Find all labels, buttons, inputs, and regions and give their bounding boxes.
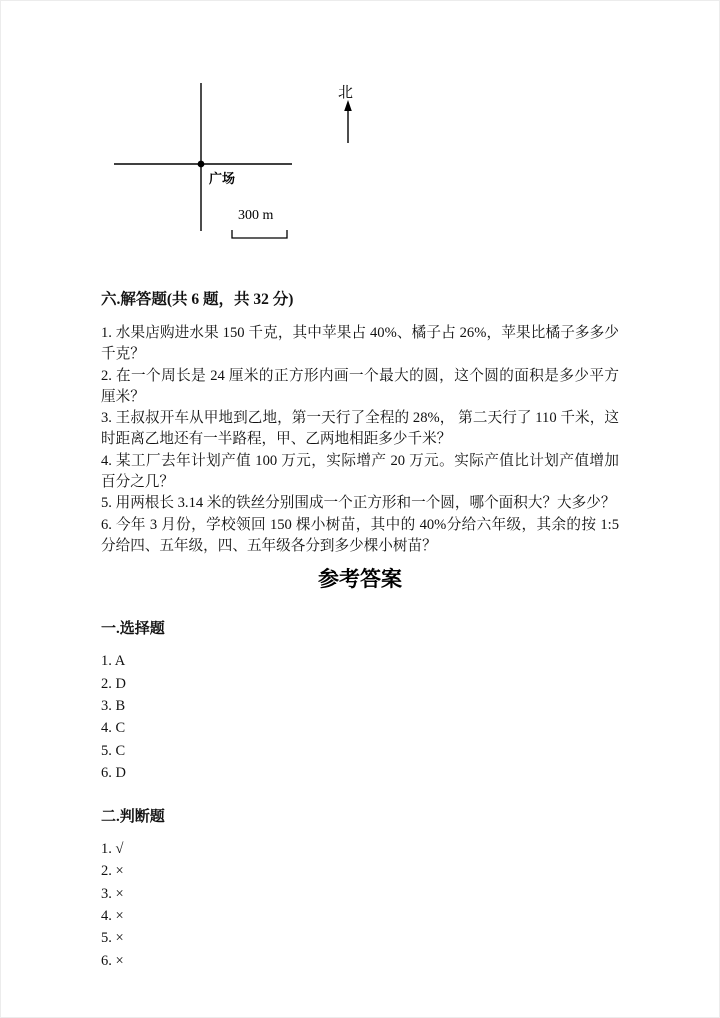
choice-answer-4: 4. C <box>101 720 126 737</box>
map-diagram <box>101 79 621 261</box>
section-heading-judge: 二.判断题 <box>101 808 165 825</box>
scale-label: 300 m <box>238 208 274 223</box>
choice-answer-2: 2. D <box>101 675 126 692</box>
choice-answer-1: 1. A <box>101 653 126 670</box>
section-heading-solve: 六.解答题(共 6 题，共 32 分) <box>101 291 294 308</box>
judge-answer-2: 2. × <box>101 863 124 880</box>
judge-answer-1: 1. √ <box>101 840 124 857</box>
north-label: 北 <box>338 85 354 101</box>
judge-answer-4: 4. × <box>101 907 124 924</box>
map-diagram-graphic <box>101 79 621 261</box>
choice-answer-3: 3. B <box>101 698 126 715</box>
problem-item-3: 3. 王叔叔开车从甲地到乙地，第一天行了全程的 28%， 第二天行了 110 千米，这时距离乙地还有一半路程，甲、乙两地相距多少千米？ <box>101 410 619 448</box>
judge-answer-3: 3. × <box>101 885 124 902</box>
judge-answer-5: 5. × <box>101 930 124 947</box>
scale-bar <box>232 230 287 238</box>
plaza-label: 广场 <box>209 171 236 186</box>
plaza-dot <box>198 161 205 168</box>
judge-answer-6: 6. × <box>101 952 124 969</box>
choice-answer-6: 6. D <box>101 765 126 782</box>
choice-answer-5: 5. C <box>101 742 126 759</box>
problem-item-6: 6. 今年 3 月份，学校领回 150 棵小树苗，其中的 40%分给六年级，其余的按 1:5 分给四、五年级，四、五年级各分到多少棵小树苗？ <box>101 516 619 554</box>
section-heading-choice: 一.选择题 <box>101 621 165 638</box>
problem-item-2: 2. 在一个周长是 24 厘米的正方形内画一个最大的圆，这个圆的面积是多少平方厘米？ <box>101 367 619 405</box>
problem-item-4: 4. 某工厂去年计划产值 100 万元，实际增产 20 万元。实际产值比计划产值增加百分之几？ <box>101 452 619 491</box>
problem-item-1: 1. 水果店购进水果 150 千克，其中苹果占 40%、橘子占 26%，苹果比橘子多多少千克？ <box>101 325 619 363</box>
answers-title: 参考答案 <box>318 567 402 592</box>
problem-item-5: 5. 用两根长 3.14 米的铁丝分别围成一个正方形和一个圆，哪个面积大？大多少？ <box>101 495 616 512</box>
